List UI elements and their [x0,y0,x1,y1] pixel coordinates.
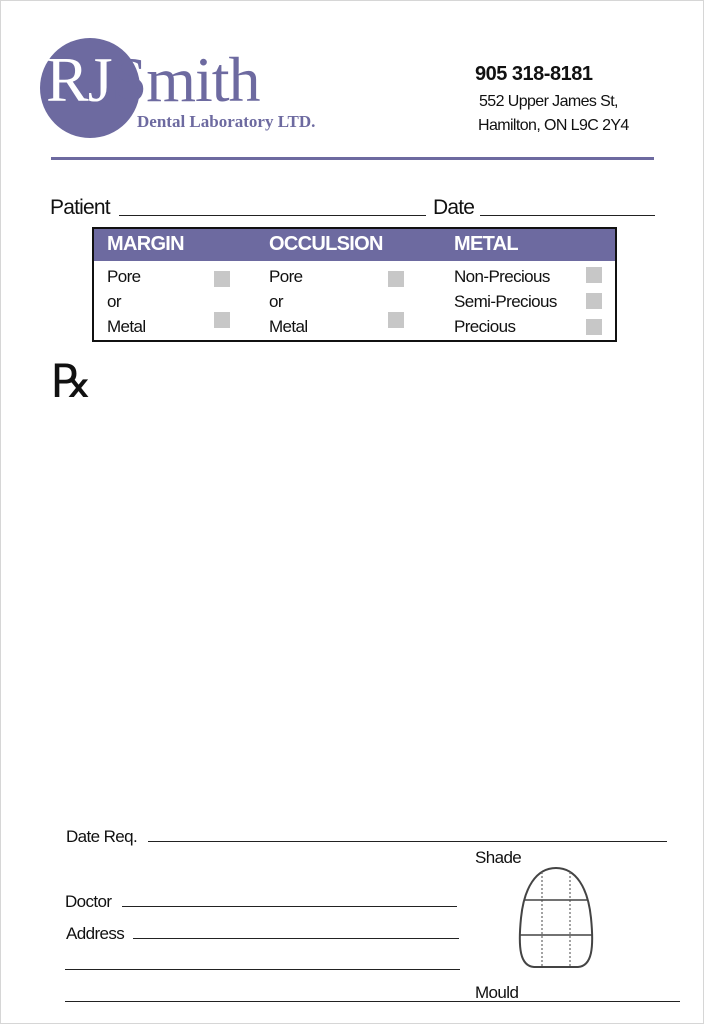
doctor-field[interactable] [122,906,457,907]
margin-header: MARGIN [107,233,184,255]
margin-metal-checkbox[interactable] [214,312,230,328]
occlusion-option-metal: Metal [269,317,308,336]
options-table [92,227,617,342]
occlusion-option-or: or [269,292,283,311]
address-line-1: 552 Upper James St, [479,93,618,110]
date-required-field[interactable] [148,841,667,842]
address-label: Address [66,924,125,943]
mould-field[interactable] [65,1001,680,1002]
metal-option-semi-precious: Semi-Precious [454,292,557,311]
occlusion-metal-checkbox[interactable] [388,312,404,328]
margin-option-metal: Metal [107,317,146,336]
metal-option-non-precious: Non-Precious [454,267,550,286]
date-label: Date [433,196,475,219]
logo-name: Smith [111,44,260,115]
occlusion-option-pore: Pore [269,267,303,286]
tooth-shade-diagram[interactable] [516,866,596,971]
patient-field[interactable] [119,215,426,216]
metal-precious-checkbox[interactable] [586,319,602,335]
options-header [94,229,615,261]
margin-pore-checkbox[interactable] [214,271,230,287]
logo-initials: RJ [46,44,112,115]
address-field-line-2[interactable] [65,969,460,970]
metal-option-precious: Precious [454,317,516,336]
margin-option-pore: Pore [107,267,141,286]
shade-label: Shade [475,848,522,867]
occlusion-pore-checkbox[interactable] [388,271,404,287]
phone-number: 905 318-8181 [475,63,593,85]
metal-header: METAL [454,233,518,255]
header-divider [51,157,654,160]
metal-semi-precious-checkbox[interactable] [586,293,602,309]
date-required-label: Date Req. [66,827,138,846]
patient-label: Patient [50,196,110,219]
occlusion-header: OCCULSION [269,233,383,255]
margin-option-or: or [107,292,121,311]
metal-non-precious-checkbox[interactable] [586,267,602,283]
logo-wordmark [46,44,260,115]
address-line-2: Hamilton, ON L9C 2Y4 [478,117,629,134]
doctor-label: Doctor [65,892,112,911]
tooth-outline [520,868,592,967]
mould-label: Mould [475,983,519,1002]
logo-subtitle: Dental Laboratory LTD. [137,112,316,131]
rx-symbol: ℞ [51,356,93,407]
address-field[interactable] [133,938,459,939]
date-field[interactable] [480,215,655,216]
